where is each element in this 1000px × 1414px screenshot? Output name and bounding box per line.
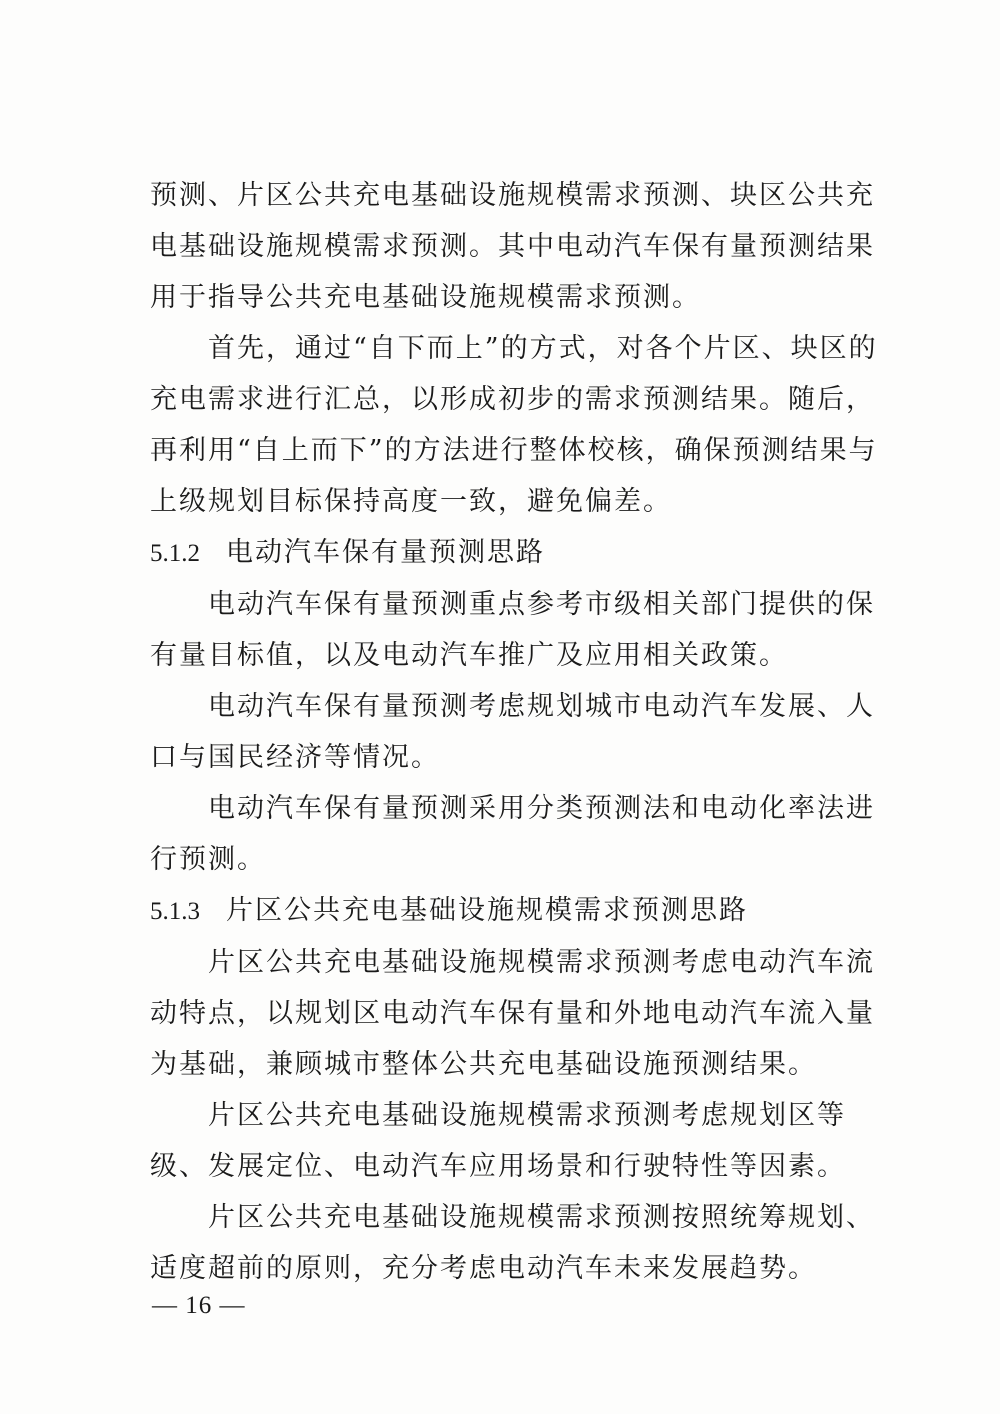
paragraph-zone-factors: 片区公共充电基础设施规模需求预测考虑规划区等级、发展定位、电动汽车应用场景和行驶特性等因素。 [150, 1100, 846, 1182]
section-heading-5-1-3 [150, 885, 890, 937]
section-number: 5.1.2 [150, 540, 200, 567]
section-title: 片区公共充电基础设施规模需求预测思路 [226, 895, 748, 926]
paragraph-zone-principle: 片区公共充电基础设施规模需求预测按照统筹规划、适度超前的原则，充分考虑电动汽车未来发展趋势。 [150, 1202, 875, 1284]
page-number: — 16 — [152, 1292, 246, 1319]
paragraph-ev-factors: 电动汽车保有量预测考虑规划城市电动汽车发展、人口与国民经济等情况。 [150, 691, 875, 773]
paragraph-method: 首先，通过“自下而上”的方式，对各个片区、块区的充电需求进行汇总，以形成初步的需求预测结果。随后，再利用“自上而下”的方法进行整体校核，确保预测结果与上级规划目标保持高度一致，避免偏差。 [150, 333, 878, 517]
document-body [150, 170, 890, 1294]
section-title: 电动汽车保有量预测思路 [226, 537, 545, 568]
section-heading-5-1-2 [150, 527, 890, 579]
paragraph-ev-reference: 电动汽车保有量预测重点参考市级相关部门提供的保有量目标值，以及电动汽车推广及应用相关政策。 [150, 589, 875, 671]
paragraph-continuation: 预测、片区公共充电基础设施规模需求预测、块区公共充电基础设施规模需求预测。其中电动汽车保有量预测结果用于指导公共充电基础设施规模需求预测。 [150, 180, 875, 313]
paragraph-ev-methods: 电动汽车保有量预测采用分类预测法和电动化率法进行预测。 [150, 793, 875, 875]
section-number: 5.1.3 [150, 898, 200, 925]
paragraph-zone-flow: 片区公共充电基础设施规模需求预测考虑电动汽车流动特点，以规划区电动汽车保有量和外地电动汽车流入量为基础，兼顾城市整体公共充电基础设施预测结果。 [150, 947, 875, 1080]
